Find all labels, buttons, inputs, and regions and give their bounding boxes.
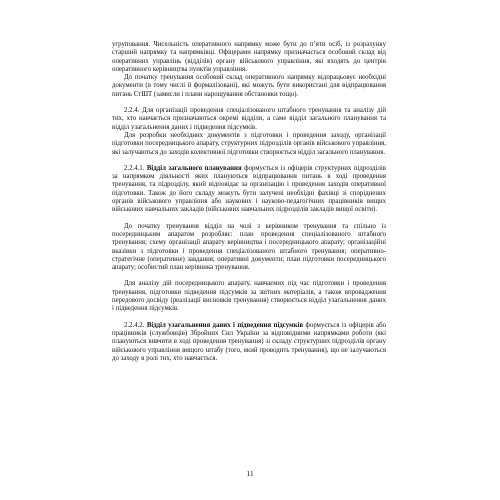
- section-text: формується із офіцерів структурних підрозділів за напрямком діяльності яких плануються відпрацювання питань в ході проведення тренування, та підрозділу, який відповідає за організацію і проведення заходів оперативної підготовки. Також до його складу можуть бути залучені необхідні фахівці зі споріднених органів військового управління або наукових і науково-педагогічних працівників вищих військових навчальних закладів (військових навчальних підрозділів закладів вищої освіти).: [112, 164, 386, 214]
- paragraph: 2.2.4. Для організації проведення спеціалізованого штабного тренування та аналізу дій тих, хто навчається призначаються окремі відділи, а саме відділ загального планування та відділ узагальнення даних і підведення підсумків.: [112, 107, 386, 131]
- paragraph-gap: [112, 215, 386, 223]
- paragraph-gap: [112, 157, 386, 165]
- section-heading: Відділ узагальнення даних і підведення підсумків: [146, 321, 304, 329]
- paragraph-gap: [112, 99, 386, 107]
- section-text: формується із офіцерів або працівників (службовців) Збройних Сил України за відповідними напрямками роботи (які плануються вивчити в ході проведення тренування) зі складу структурних підрозділів органу військового управління вищого штабу (того, який проводить тренування), що не залучаються до заходу в ролі тих, хто навчається.: [112, 321, 387, 362]
- section-number: 2.2.4.2.: [124, 321, 147, 329]
- paragraph: До початку тренування особовий склад оперативного напрямку відпрацьовує необхідні документи (в тому числі й формалізовані), які можуть бути використані для відпрацювання питань СтШТ (замисли і плани нарощування обстановки тощо).: [112, 74, 386, 98]
- body-text: [112, 41, 386, 363]
- section-number: 2.2.4.1.: [124, 164, 147, 172]
- page-number: 11: [246, 469, 254, 478]
- paragraph-gap: [112, 314, 386, 322]
- section-heading: Відділ загального планування: [146, 164, 242, 172]
- paragraph: До початку тренування відділ на чолі з керівником тренування та спільно із посередницьким апаратом розробляє: план проведення спеціалізованого штабного тренування; схему організації апарату керівництва і посередницького апарату; організаційні вказівки з підготовки і проведення спеціалізованого штабного тренування; оперативно-стратегічне (оперативне) завдання; оперативні документи; план підготовки посередницького апарату; особистий план керівника тренування.: [112, 222, 386, 272]
- paragraph-section-2-2-4-2: [112, 322, 386, 363]
- paragraph: Для розробки необхідних документів з підготовки і проведення заходу, організації підготовки посередницького апарату, структурних підрозділів органів військового управління, які залучаються до заходів колективної підготовки створюється відділ загального планування.: [112, 131, 386, 156]
- paragraph-gap: [112, 272, 386, 280]
- paragraph: Для аналізу дій посередницького апарату, навчаємих під час підготовки і проведення тренування, підготовки підведення підсумків за звітних матеріалів, а також впровадження передового досвіду (реалізації висновків тренування) створюється відділ узагальнення даних і підведення підсумків.: [112, 280, 386, 313]
- paragraph: угруповання. Чисельність оперативного напрямку може бути до п’яти осіб, із розрахунку старший напрямку та напрямківці. Офіцерами напрямку призначається особовий склад від оперативних управлінь (відділів) органу військового управління, які входять до центрів оперативного керівництва пунктів управління.: [112, 41, 386, 73]
- paragraph-section-2-2-4-1: [112, 165, 386, 215]
